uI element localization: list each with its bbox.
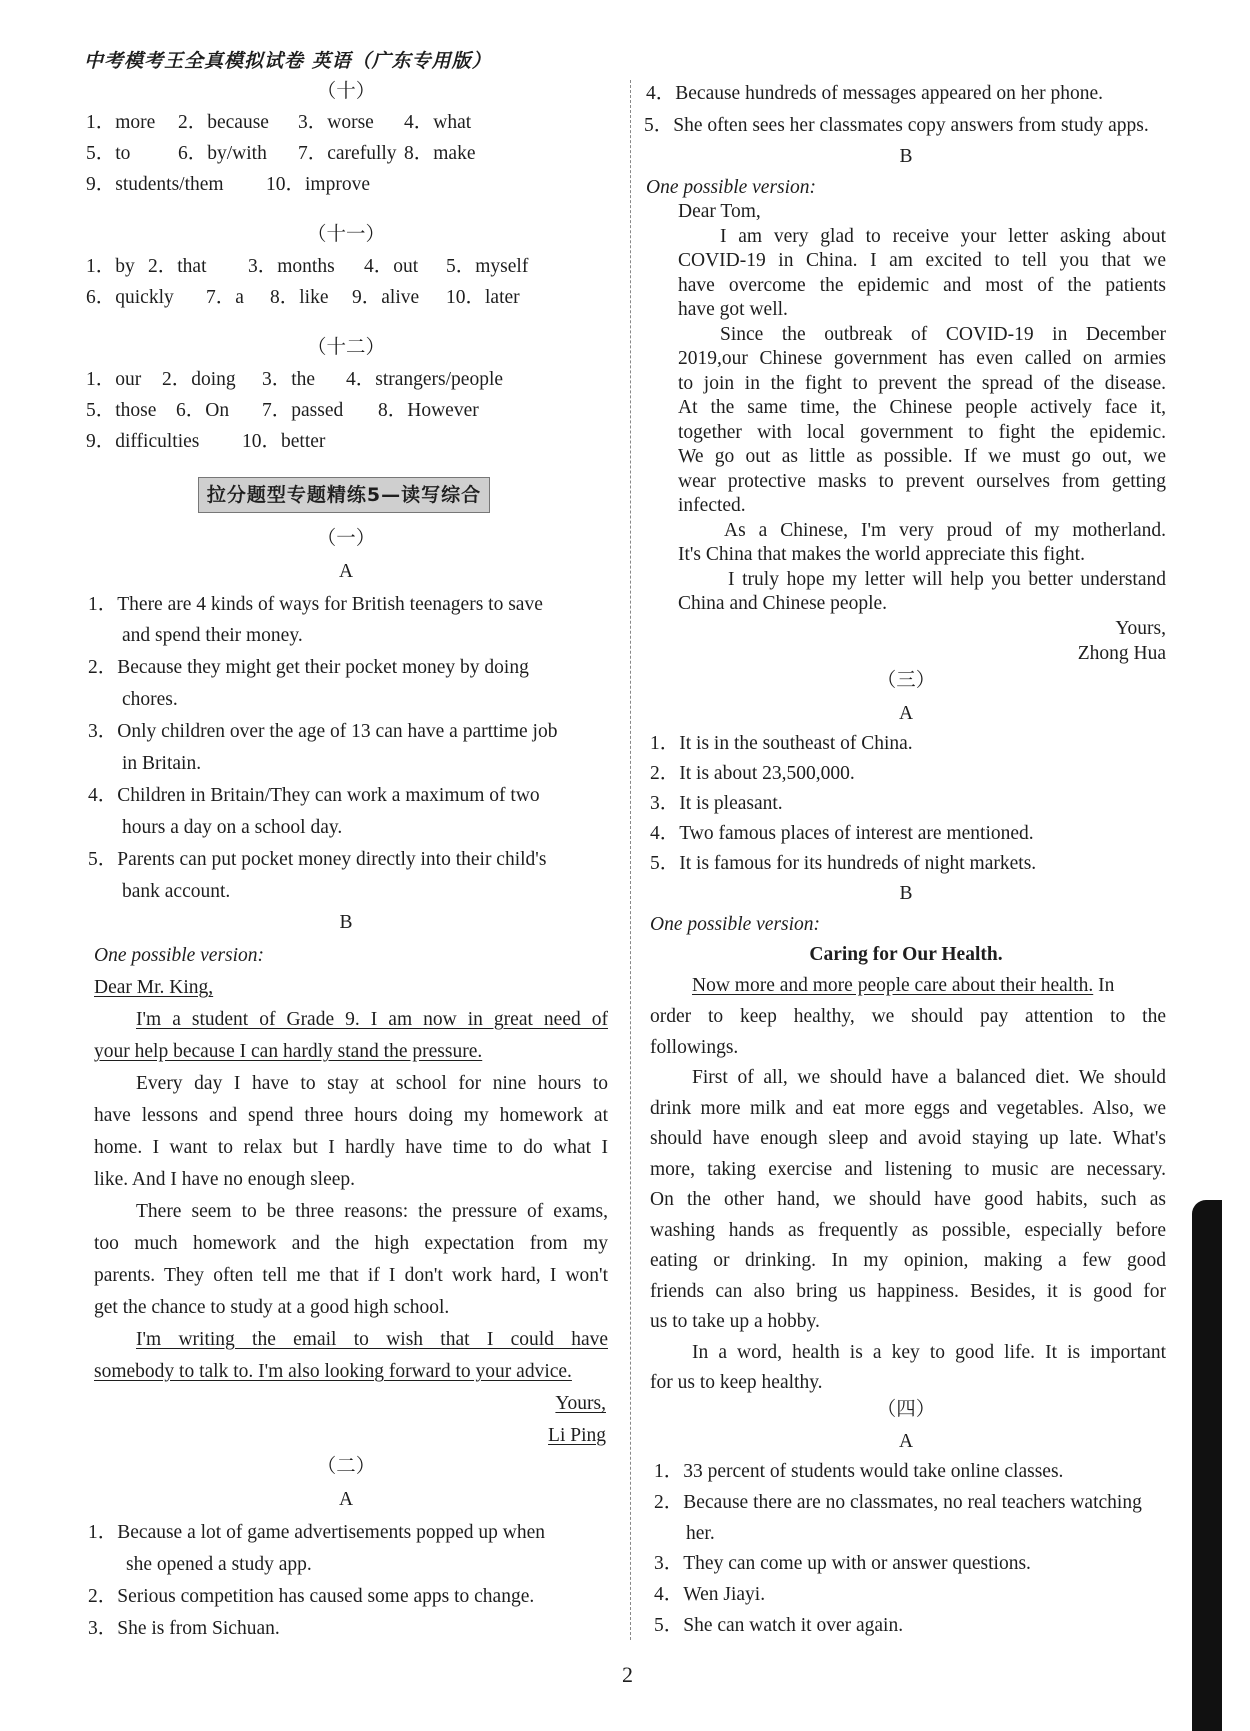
letter-line: home. I want to relax but I hardly have time to do what I (94, 1137, 608, 1158)
essay-line: In a word, health is a key to good life. It is important (692, 1342, 1166, 1363)
part-2-title: （二） (316, 1456, 376, 1477)
letter-line: Every day I have to stay at school for nine hours to (136, 1073, 608, 1094)
essay-line: eating or drinking. In my opinion, making a few good (650, 1250, 1166, 1271)
essay-line: followings. (650, 1037, 739, 1058)
signature: Li Ping (548, 1425, 606, 1446)
essay-line: should have enough sleep and avoid staying up late. What's (650, 1128, 1166, 1149)
essay-line (692, 972, 1114, 1000)
page-number: 2 (622, 1662, 633, 1687)
essay-line: drink more milk and eat more eggs and vegetables. Also, we (650, 1098, 1166, 1119)
answer-line: 2．Because they might get their pocket money by doing (88, 657, 529, 678)
section-11-title: （十一） (306, 224, 385, 245)
answer-line: chores. (122, 689, 178, 710)
letter-line: I'm a student of Grade 9. I am now in great need of (136, 1009, 608, 1030)
letter-line: I'm writing the email to wish that I could have (136, 1329, 608, 1350)
letter-line: too much homework and the high expectation from my (94, 1233, 608, 1254)
essay-line: order to keep healthy, we should pay attention to the (650, 1006, 1166, 1027)
letter-line: like. And I have no enough sleep. (94, 1169, 356, 1190)
answer-line: in Britain. (122, 753, 202, 774)
part-3-a-label: A (898, 703, 914, 724)
answer: 2．because (178, 112, 269, 133)
letter-line: I am very glad to receive your letter asking about (720, 226, 1166, 247)
answer-line: 3．Only children over the age of 13 can have a parttime job (88, 721, 558, 742)
part-2-a-label: A (338, 1489, 354, 1510)
answer: 3．worse (298, 112, 374, 133)
answer: 10．better (242, 431, 326, 452)
b-label: B (899, 146, 913, 167)
answer: 4．what (404, 112, 472, 133)
letter-line: to join in the fight to prevent the spread of the disease. (678, 373, 1166, 394)
scan-edge-shadow (1192, 1200, 1222, 1731)
answer-line: her. (686, 1523, 715, 1544)
answer: 6．by/with (178, 143, 267, 164)
letter-line: have lessons and spend three hours doing my homework at (94, 1105, 608, 1126)
answer-row (86, 140, 475, 168)
essay-line: washing hands as frequently as possible, especially before (650, 1220, 1166, 1241)
answer-line: 5．She can watch it over again. (654, 1615, 904, 1636)
letter-line: parents. They often tell me that if I don't work hard, I won't (94, 1265, 608, 1286)
part-4-a-label: A (898, 1431, 914, 1452)
letter-line: We go out as little as possible. If we must go out, we (678, 446, 1166, 467)
answer: 9．difficulties (86, 431, 200, 452)
letter-line: It's China that makes the world appreciate this fight. (678, 544, 1085, 565)
essay-line: On the other hand, we should have good habits, such as (650, 1189, 1166, 1210)
part-3-title: （三） (876, 670, 936, 691)
answer-line: hours a day on a school day. (122, 817, 343, 838)
letter-line: I truly hope my letter will help you better understand (728, 569, 1166, 590)
part-3-b-label: B (899, 883, 913, 904)
letter-line: wear protective masks to prevent ourselves from getting (678, 471, 1166, 492)
letter-line: At the same time, the Chinese people actively face it, (678, 397, 1166, 418)
answer-line: 1．33 percent of students would take online classes. (654, 1461, 1064, 1482)
closing: Yours, (555, 1393, 606, 1414)
essay-line: us to take up a hobby. (650, 1311, 820, 1332)
letter-line: As a Chinese, I'm very proud of my motherland. (724, 520, 1166, 541)
letter-line: Since the outbreak of COVID-19 in December (720, 324, 1166, 345)
answer-line: 4．Children in Britain/They can work a maximum of two (88, 785, 540, 806)
letter-line: together with local government to fight the epidemic. (678, 422, 1166, 443)
signature: Zhong Hua (1077, 643, 1166, 664)
answer-row (86, 171, 370, 199)
answer: 4．out (364, 256, 419, 277)
answer-row (86, 253, 528, 281)
answer: 9．students/them (86, 174, 224, 195)
answer: 3．the (262, 369, 316, 390)
answer: 5．those (86, 400, 157, 421)
answer: 8．However (378, 400, 479, 421)
answer-line: 3．She is from Sichuan. (88, 1618, 280, 1639)
letter-line: get the chance to study at a good high school. (94, 1297, 450, 1318)
part-1-b-label: B (339, 912, 353, 933)
answer: 10．improve (266, 174, 370, 195)
answer-line: 4．Wen Jiayi. (654, 1584, 766, 1605)
letter-line: COVID-19 in China. I am excited to tell you that we (678, 250, 1166, 271)
answer-line: 3．It is pleasant. (650, 793, 783, 814)
answer-line: and spend their money. (122, 625, 303, 646)
salutation: Dear Tom, (678, 201, 761, 222)
answer-line: 2．Because there are no classmates, no real teachers watching (654, 1492, 1142, 1513)
essay-line: First of all, we should have a balanced diet. We should (692, 1067, 1166, 1088)
answer: 2．that (148, 256, 207, 277)
answer-line: 5．She often sees her classmates copy answers from study apps. (644, 115, 1149, 136)
answer: 5．myself (446, 256, 529, 277)
answer: 3．months (248, 256, 335, 277)
answer-row (86, 284, 520, 312)
essay-text: In (1093, 975, 1115, 996)
answer: 9．alive (352, 287, 420, 308)
column-divider (630, 80, 631, 1640)
answer: 1．our (86, 369, 142, 390)
part-1-a-label: A (338, 561, 354, 582)
answer: 6．quickly (86, 287, 174, 308)
part-1-title: （一） (316, 528, 376, 549)
version-label: One possible version: (646, 177, 817, 198)
answer-row (86, 109, 471, 137)
answer-line: 4．Because hundreds of messages appeared on her phone. (646, 83, 1104, 104)
closing: Yours, (1115, 618, 1166, 639)
section-12-title: （十二） (306, 337, 385, 358)
running-header: 中考模考王全真模拟试卷 英语（广东专用版） (84, 50, 492, 72)
answer-row (86, 397, 479, 425)
letter-line: have got well. (678, 299, 788, 320)
answer-line: 1．There are 4 kinds of ways for British teenagers to save (88, 594, 543, 615)
salutation: Dear Mr. King, (94, 977, 214, 998)
answer-row (86, 428, 325, 456)
answer-line: 1．It is in the southeast of China. (650, 733, 913, 754)
version-label: One possible version: (650, 914, 821, 935)
answer: 1．more (86, 112, 156, 133)
answer-line: bank account. (122, 881, 231, 902)
part-4-title: （四） (876, 1399, 936, 1420)
answer: 5．to (86, 143, 131, 164)
answer-row (86, 366, 503, 394)
answer-line: 2．Serious competition has caused some apps to change. (88, 1586, 535, 1607)
section-10-title: （十） (316, 81, 376, 102)
answer: 7．passed (262, 400, 344, 421)
essay-topic-sentence: Now more and more people care about their health. (692, 975, 1094, 996)
answer: 2．doing (162, 369, 236, 390)
letter-line: your help because I can hardly stand the pressure. (94, 1041, 483, 1062)
section-banner: 拉分题型专题精练5—读写综合 (198, 477, 490, 513)
letter-line: There seem to be three reasons: the pressure of exams, (136, 1201, 608, 1222)
essay-line: more, taking exercise and listening to music are necessary. (650, 1159, 1166, 1180)
letter-line: somebody to talk to. I'm also looking forward to your advice. (94, 1361, 572, 1382)
answer-line: 5．Parents can put pocket money directly into their child's (88, 849, 547, 870)
essay-title: Caring for Our Health. (809, 944, 1003, 965)
essay-line: for us to keep healthy. (650, 1372, 823, 1393)
answer: 6．On (176, 400, 230, 421)
answer: 7．a (206, 287, 244, 308)
letter-line: 2019,our Chinese government has even called on armies (678, 348, 1166, 369)
answer: 8．like (270, 287, 329, 308)
answer: 7．carefully (298, 143, 397, 164)
version-label: One possible version: (94, 945, 265, 966)
letter-line: China and Chinese people. (678, 593, 888, 614)
answer: 4．strangers/people (346, 369, 504, 390)
answer-line: 1．Because a lot of game advertisements popped up when (88, 1522, 546, 1543)
answer-line: 3．They can come up with or answer questions. (654, 1553, 1031, 1574)
letter-line: have overcome the epidemic and most of the patients (678, 275, 1166, 296)
answer: 1．by (86, 256, 135, 277)
answer-line: 2．It is about 23,500,000. (650, 763, 855, 784)
answer-line: 5．It is famous for its hundreds of night markets. (650, 853, 1037, 874)
letter-line: infected. (678, 495, 746, 516)
answer: 8．make (404, 143, 476, 164)
answer-line: she opened a study app. (126, 1554, 312, 1575)
essay-line: friends can also bring us happiness. Besides, it is good for (650, 1281, 1166, 1302)
answer: 10．later (446, 287, 520, 308)
answer-line: 4．Two famous places of interest are mentioned. (650, 823, 1034, 844)
